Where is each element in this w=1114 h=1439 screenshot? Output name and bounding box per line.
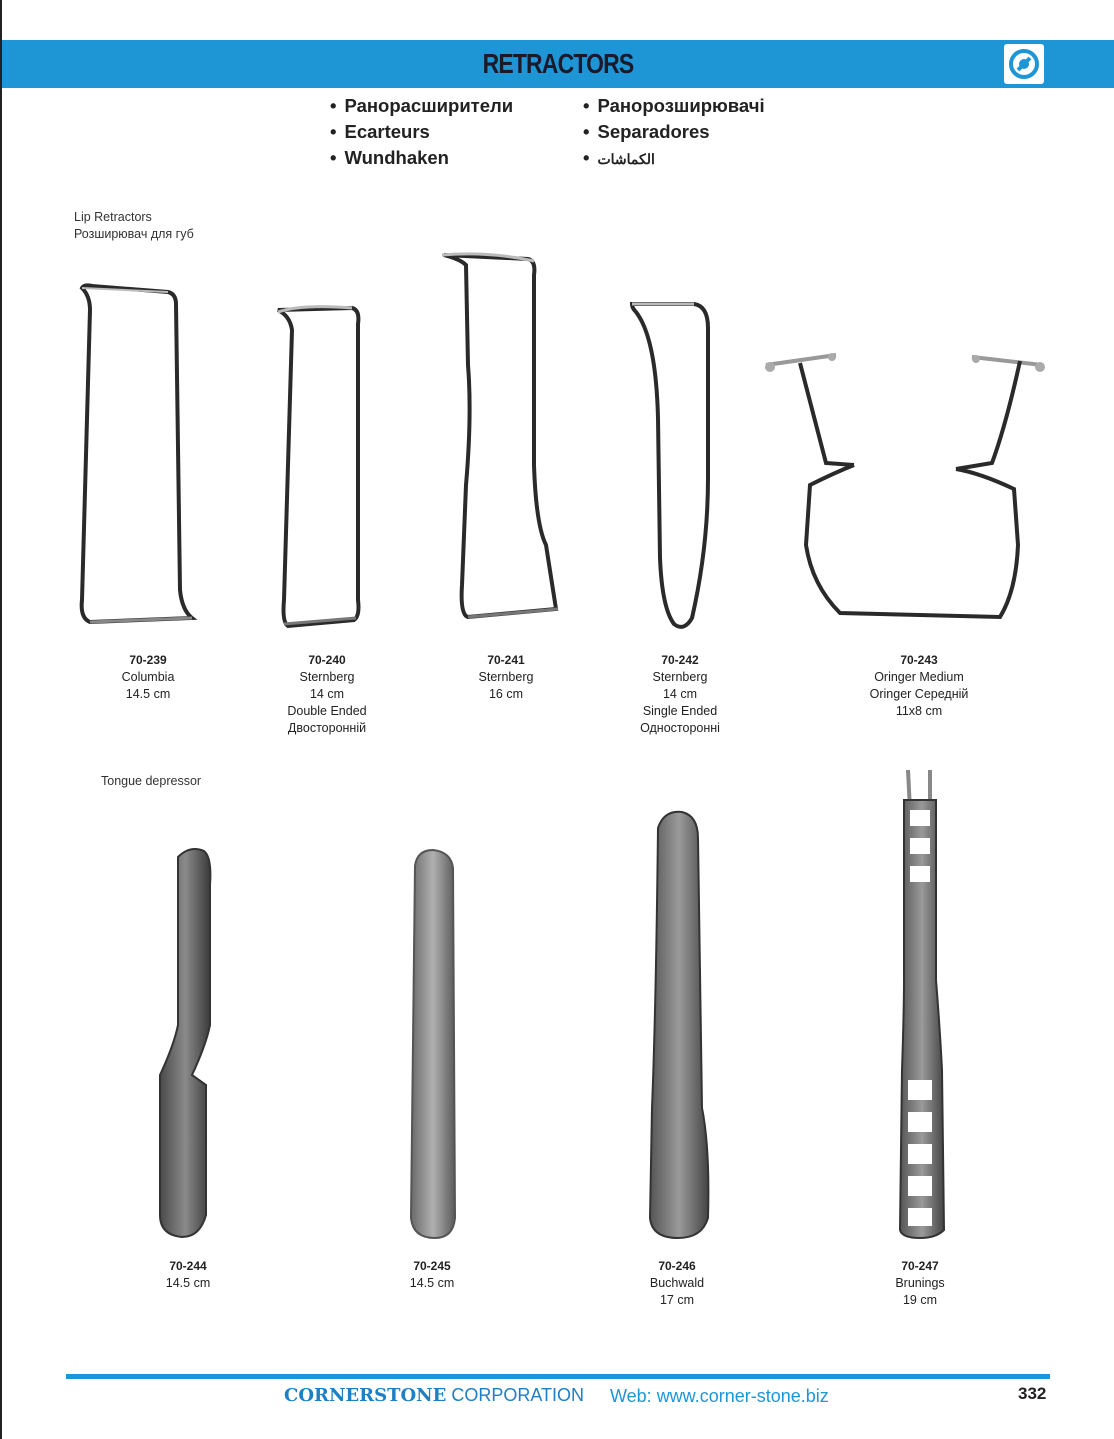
columbia-retractor-image bbox=[70, 280, 210, 630]
footer-company-name: CORNERSTONE CORPORATION bbox=[284, 1385, 585, 1406]
brand-logo bbox=[1004, 44, 1044, 84]
language-item: • Ранорозширювачі bbox=[583, 95, 765, 116]
tongue-depressor-70-245-image bbox=[407, 848, 459, 1240]
tongue-depressor-70-246-image bbox=[644, 808, 714, 1240]
product-caption-70-240: 70-240 Sternberg 14 cm Double Ended Двосторонній bbox=[287, 653, 367, 735]
page-border bbox=[0, 0, 2, 1439]
sternberg-double-retractor-image bbox=[272, 300, 372, 630]
page-title: RETRACTORS bbox=[482, 48, 634, 79]
language-list-right bbox=[583, 93, 765, 171]
footer-divider bbox=[66, 1374, 1050, 1379]
language-item: • Ecarteurs bbox=[330, 121, 430, 142]
tongue-depressor-70-247-image bbox=[896, 770, 946, 1240]
product-caption-70-239: 70-239 Columbia 14.5 cm bbox=[121, 653, 175, 701]
tongue-depressor-label: Tongue depressor bbox=[101, 774, 202, 788]
sternberg-16cm-retractor-image bbox=[438, 245, 568, 630]
language-item: • Ранорасширители bbox=[330, 95, 514, 116]
footer-website-link[interactable]: Web: www.corner-stone.biz bbox=[610, 1386, 829, 1406]
product-caption-70-243: 70-243 Oringer Medium Oringer Середній 11x8 cm bbox=[869, 653, 969, 718]
sternberg-single-retractor-image bbox=[622, 298, 722, 633]
product-caption-70-246: 70-246 Buchwald 17 cm bbox=[649, 1259, 705, 1307]
product-caption-70-244: 70-244 14.5 cm bbox=[165, 1259, 211, 1290]
product-caption-70-241: 70-241 Sternberg 16 cm bbox=[478, 653, 534, 701]
header-bar bbox=[2, 40, 1114, 88]
language-item: • الكماشات bbox=[583, 147, 655, 168]
tongue-depressor-70-244-image bbox=[156, 845, 220, 1240]
oringer-retractor-image bbox=[760, 345, 1060, 625]
product-caption-70-245: 70-245 14.5 cm bbox=[409, 1259, 455, 1290]
product-caption-70-242: 70-242 Sternberg 14 cm Single Ended Односторонні bbox=[640, 653, 720, 735]
lip-retractors-label: Lip Retractors Розширювач для губ bbox=[74, 210, 194, 241]
language-item: • Separadores bbox=[583, 121, 710, 142]
product-caption-70-247: 70-247 Brunings 19 cm bbox=[895, 1259, 945, 1307]
language-item: • Wundhaken bbox=[330, 147, 449, 168]
language-list-left bbox=[330, 93, 513, 171]
page-number: 332 bbox=[1018, 1384, 1047, 1403]
